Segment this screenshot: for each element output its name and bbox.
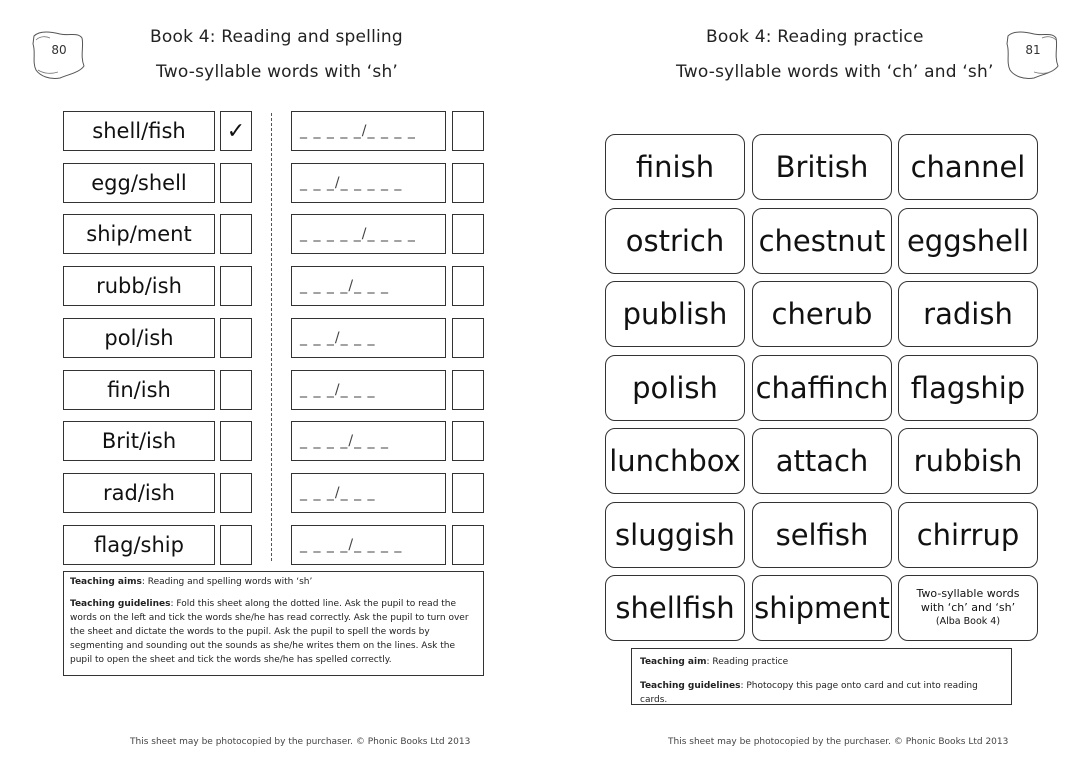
spell-tick-box[interactable] <box>452 318 484 358</box>
word-box: fin/ish <box>63 370 215 410</box>
spelling-blank[interactable]: _ _ _ _/_ _ _ <box>291 266 446 306</box>
spell-tick-box[interactable] <box>452 111 484 151</box>
teaching-notes <box>63 571 484 676</box>
word-box: rubb/ish <box>63 266 215 306</box>
reading-card: sluggish <box>605 502 745 568</box>
word-box: flag/ship <box>63 525 215 565</box>
spelling-blank[interactable]: _ _ _/_ _ _ <box>291 318 446 358</box>
read-tick-box[interactable]: ✓ <box>220 111 252 151</box>
spell-tick-box[interactable] <box>452 370 484 410</box>
reading-card: chirrup <box>898 502 1038 568</box>
aims-text: : Reading and spelling words with ‘sh’ <box>141 577 313 587</box>
reading-card: cherub <box>752 281 892 347</box>
info-line: Two-syllable words <box>916 587 1020 600</box>
page-number-badge <box>30 28 88 74</box>
spelling-blank[interactable]: _ _ _ _/_ _ _ <box>291 421 446 461</box>
page-number: 80 <box>51 43 67 57</box>
spelling-blank[interactable]: _ _ _/_ _ _ <box>291 370 446 410</box>
page-heading: Book 4: Reading and spelling <box>150 27 403 47</box>
reading-card: finish <box>605 134 745 200</box>
reading-card: chaffinch <box>752 355 892 421</box>
read-tick-box[interactable] <box>220 525 252 565</box>
teaching-notes <box>631 648 1012 705</box>
reading-card: rubbish <box>898 428 1038 494</box>
page-subheading: Two-syllable words with ‘sh’ <box>156 62 399 82</box>
reading-card: flagship <box>898 355 1038 421</box>
spell-tick-box[interactable] <box>452 163 484 203</box>
spell-tick-box[interactable] <box>452 421 484 461</box>
reading-card: shellfish <box>605 575 745 641</box>
info-card <box>898 575 1038 641</box>
reading-card: channel <box>898 134 1038 200</box>
page-number-badge <box>1004 28 1062 74</box>
spelling-blank[interactable]: _ _ _/_ _ _ <box>291 473 446 513</box>
reading-card: radish <box>898 281 1038 347</box>
page-number: 81 <box>1025 43 1041 57</box>
aim-label: Teaching aim <box>640 657 707 667</box>
spelling-blank[interactable]: _ _ _ _/_ _ _ _ <box>291 525 446 565</box>
reading-card: ostrich <box>605 208 745 274</box>
word-box: ship/ment <box>63 214 215 254</box>
fold-line <box>271 113 272 561</box>
reading-card: lunchbox <box>605 428 745 494</box>
spell-tick-box[interactable] <box>452 214 484 254</box>
spelling-blank[interactable]: _ _ _ _ _/_ _ _ _ <box>291 111 446 151</box>
word-box: shell/fish <box>63 111 215 151</box>
page-subheading: Two-syllable words with ‘ch’ and ‘sh’ <box>676 62 994 82</box>
read-tick-box[interactable] <box>220 214 252 254</box>
guidelines-text: : Photocopy this page onto card and cut into reading cards. <box>640 681 978 705</box>
reading-card: attach <box>752 428 892 494</box>
reading-card: selfish <box>752 502 892 568</box>
spelling-blank[interactable]: _ _ _/_ _ _ _ _ <box>291 163 446 203</box>
aim-text: : Reading practice <box>706 657 789 667</box>
word-box: rad/ish <box>63 473 215 513</box>
spell-tick-box[interactable] <box>452 525 484 565</box>
spell-tick-box[interactable] <box>452 266 484 306</box>
page-heading: Book 4: Reading practice <box>706 27 924 47</box>
reading-card: eggshell <box>898 208 1038 274</box>
copyright-footer: This sheet may be photocopied by the purchaser. © Phonic Books Ltd 2013 <box>668 737 1009 747</box>
guidelines-label: Teaching guidelines <box>640 681 741 691</box>
reading-card: publish <box>605 281 745 347</box>
read-tick-box[interactable] <box>220 318 252 358</box>
word-box: Brit/ish <box>63 421 215 461</box>
info-line: with ‘ch’ and ‘sh’ <box>920 601 1016 614</box>
read-tick-box[interactable] <box>220 473 252 513</box>
read-tick-box[interactable] <box>220 370 252 410</box>
aims-label: Teaching aims <box>70 577 142 587</box>
reading-card: shipment <box>752 575 892 641</box>
guidelines-label: Teaching guidelines <box>70 599 171 609</box>
reading-card: polish <box>605 355 745 421</box>
reading-card: chestnut <box>752 208 892 274</box>
guidelines-text: : Fold this sheet along the dotted line. Ask the pupil to read the words on the left and tick the words she/he has read correctly. Ask the pupil to turn over the sheet and dictate the words to the pupil. Ask the pupil to spell the words by segmenting and sounding out the sounds as she/he writes them on the lines. Ask the pupil to open the sheet and tick the words she/he has spelled correctly. <box>70 599 469 665</box>
copyright-footer: This sheet may be photocopied by the purchaser. © Phonic Books Ltd 2013 <box>130 737 471 747</box>
read-tick-box[interactable] <box>220 266 252 306</box>
reading-card: British <box>752 134 892 200</box>
word-box: pol/ish <box>63 318 215 358</box>
spell-tick-box[interactable] <box>452 473 484 513</box>
spelling-blank[interactable]: _ _ _ _ _/_ _ _ _ <box>291 214 446 254</box>
word-box: egg/shell <box>63 163 215 203</box>
read-tick-box[interactable] <box>220 163 252 203</box>
read-tick-box[interactable] <box>220 421 252 461</box>
info-line: (Alba Book 4) <box>935 616 1001 627</box>
